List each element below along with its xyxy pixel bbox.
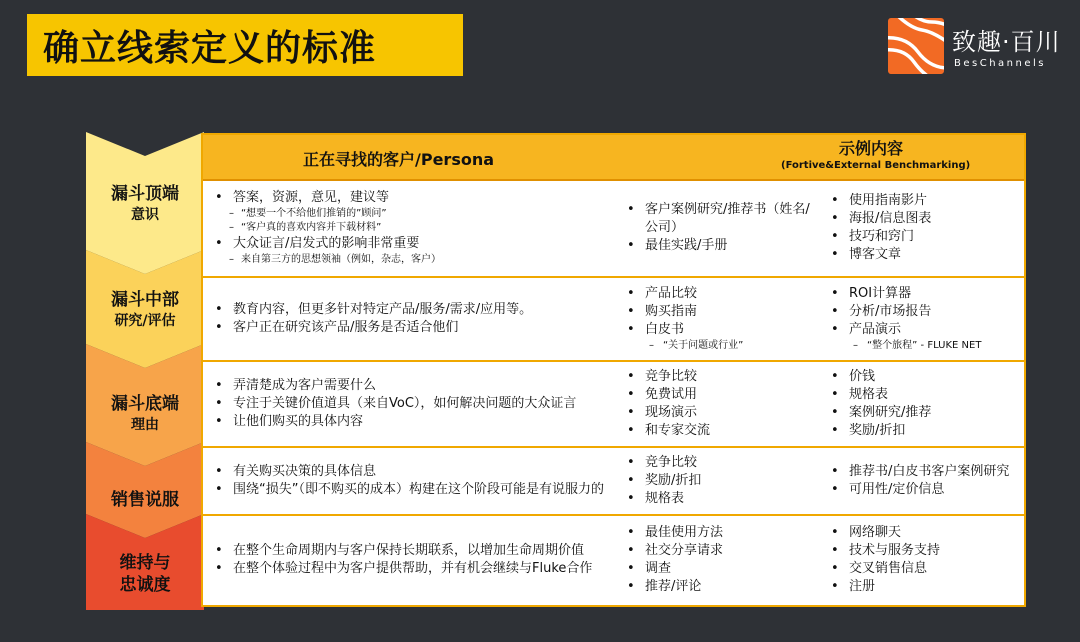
bullet-item: • 专注于关键价值道具（来自VoC），如何解决问题的大众证言 bbox=[211, 395, 611, 413]
persona-cell bbox=[211, 179, 611, 277]
bullet-item: • 规格表 bbox=[827, 386, 1022, 404]
logo-text-en: BesChannels bbox=[954, 58, 1046, 69]
funnel-arrow bbox=[86, 132, 200, 610]
example-content-cell bbox=[827, 179, 1022, 277]
bullet-item: • 推荐/评论 bbox=[623, 578, 813, 596]
header-persona: 正在寻找的客户/Persona bbox=[303, 150, 495, 169]
header-example-subtitle: (Fortive&External Benchmarking) bbox=[781, 160, 971, 171]
bullet-item: • 有关购买决策的具体信息 bbox=[211, 463, 611, 481]
bullet-item: • 产品演示 bbox=[827, 321, 1022, 339]
bullet-item: • 购买指南 bbox=[623, 303, 813, 321]
stage-subtitle: 意识 bbox=[131, 207, 159, 223]
bullet-item: • 博客文章 bbox=[827, 246, 1022, 264]
bullet-list bbox=[211, 463, 611, 499]
bullet-item: • 调查 bbox=[623, 560, 813, 578]
bullet-item: • 现场演示 bbox=[623, 404, 813, 422]
bullet-item: • 白皮书 bbox=[623, 321, 813, 339]
bullet-item: • 弄清楚成为客户需要什么 bbox=[211, 377, 611, 395]
persona-cell bbox=[211, 361, 611, 447]
brand-logo bbox=[886, 18, 1066, 78]
header-example-content bbox=[781, 139, 971, 173]
bullet-list bbox=[623, 368, 813, 440]
bullet-item: • ROI计算器 bbox=[827, 285, 1022, 303]
title-banner bbox=[27, 14, 463, 76]
bullet-list bbox=[211, 301, 611, 337]
example-content-cell bbox=[827, 361, 1022, 447]
bullet-item: • 客户案例研究/推荐书（姓名/公司） bbox=[623, 201, 813, 237]
bullet-item: • 使用指南影片 bbox=[827, 192, 1022, 210]
bullet-item: • 案例研究/推荐 bbox=[827, 404, 1022, 422]
persona-cell bbox=[211, 515, 611, 605]
bullet-item: • 海报/信息图表 bbox=[827, 210, 1022, 228]
table-row bbox=[203, 447, 1024, 515]
table-row bbox=[203, 179, 1024, 277]
page-title: 确立线索定义的标准 bbox=[43, 27, 377, 69]
bullet-item: • 网络聊天 bbox=[827, 524, 1022, 542]
stage-sales-persuasion bbox=[86, 472, 204, 528]
bullet-list bbox=[827, 524, 1022, 596]
stage-bottom-funnel bbox=[86, 376, 204, 452]
example-content-cell bbox=[827, 515, 1022, 605]
bullet-item: • 可用性/定价信息 bbox=[827, 481, 1022, 499]
example-content-cell bbox=[623, 179, 813, 277]
bullet-item: • 让他们购买的具体内容 bbox=[211, 413, 611, 431]
bullet-item: • 在整个生命周期内与客户保持长期联系，以增加生命周期价值 bbox=[211, 542, 611, 560]
example-content-cell bbox=[827, 447, 1022, 515]
bullet-item: • 教育内容，但更多针对特定产品/服务/需求/应用等。 bbox=[211, 301, 611, 319]
bullet-list bbox=[211, 189, 611, 267]
bullet-item: • 价钱 bbox=[827, 368, 1022, 386]
stage-subtitle: 研究/评估 bbox=[114, 313, 176, 329]
table-header bbox=[203, 135, 1024, 181]
bullet-list bbox=[211, 377, 611, 431]
bullet-item: • 分析/市场报告 bbox=[827, 303, 1022, 321]
bullet-item: • 技术与服务支持 bbox=[827, 542, 1022, 560]
stage-title-line2: 忠诚度 bbox=[119, 575, 171, 595]
table-row bbox=[203, 361, 1024, 447]
bullet-list bbox=[623, 454, 813, 508]
bullet-item: • 技巧和窍门 bbox=[827, 228, 1022, 246]
bullet-item: • 大众证言/启发式的影响非常重要 bbox=[211, 235, 611, 253]
bullet-item: • 客户正在研究该产品/服务是否适合他们 bbox=[211, 319, 611, 337]
bullet-item: • 免费试用 bbox=[623, 386, 813, 404]
bullet-item: • 在整个体验过程中为客户提供帮助，并有机会继续与Fluke合作 bbox=[211, 560, 611, 578]
stage-subtitle: 理由 bbox=[131, 417, 159, 433]
logo-text-cn: 致趣·百川 bbox=[952, 28, 1061, 56]
bullet-item: • 围绕“损失”（即不购买的成本）构建在这个阶段可能是有说服力的 bbox=[211, 481, 611, 499]
example-content-cell bbox=[623, 515, 813, 605]
bullet-item: • 交叉销售信息 bbox=[827, 560, 1022, 578]
criteria-table bbox=[201, 133, 1026, 607]
sub-bullet-item: – 来自第三方的思想领袖（例如，杂志，客户） bbox=[211, 253, 611, 267]
bullet-list bbox=[827, 192, 1022, 264]
bullet-item: • 规格表 bbox=[623, 490, 813, 508]
bullet-item: • 奖励/折扣 bbox=[827, 422, 1022, 440]
bullet-list bbox=[623, 285, 813, 353]
bullet-item: • 和专家交流 bbox=[623, 422, 813, 440]
example-content-cell bbox=[623, 277, 813, 361]
bullet-item: • 注册 bbox=[827, 578, 1022, 596]
bullet-item: • 竞争比较 bbox=[623, 368, 813, 386]
bullet-list bbox=[827, 285, 1022, 353]
bullet-item: • 产品比较 bbox=[623, 285, 813, 303]
stage-top-funnel bbox=[86, 168, 204, 240]
bullet-item: • 推荐书/白皮书客户案例研究 bbox=[827, 463, 1022, 481]
example-content-cell bbox=[623, 447, 813, 515]
header-example-title: 示例内容 bbox=[838, 139, 903, 158]
example-content-cell bbox=[827, 277, 1022, 361]
stage-title: 维持与 bbox=[119, 553, 171, 573]
example-content-cell bbox=[623, 361, 813, 447]
bullet-list bbox=[623, 201, 813, 255]
bullet-list bbox=[827, 368, 1022, 440]
bullet-item: • 奖励/折扣 bbox=[623, 472, 813, 490]
persona-cell bbox=[211, 447, 611, 515]
stage-title: 漏斗顶端 bbox=[111, 184, 179, 204]
stage-retention-loyalty bbox=[86, 544, 204, 604]
bullet-item: • 最佳实践/手册 bbox=[623, 237, 813, 255]
persona-cell bbox=[211, 277, 611, 361]
sub-bullet-item: – “整个旅程” - FLUKE NET bbox=[827, 339, 1022, 353]
logo-mark-icon bbox=[888, 18, 944, 74]
sub-bullet-item: – “想要一个不给他们推销的”顾问” bbox=[211, 207, 611, 221]
bullet-item: • 社交分享请求 bbox=[623, 542, 813, 560]
table-row bbox=[203, 277, 1024, 361]
bullet-item: • 答案，资源，意见，建议等 bbox=[211, 189, 611, 207]
bullet-list bbox=[827, 463, 1022, 499]
bullet-item: • 竞争比较 bbox=[623, 454, 813, 472]
table-row bbox=[203, 515, 1024, 605]
stage-title: 漏斗底端 bbox=[111, 394, 179, 414]
bullet-item: • 最佳使用方法 bbox=[623, 524, 813, 542]
sub-bullet-item: – “客户真的喜欢内容并下载材料” bbox=[211, 221, 611, 235]
stage-title: 销售说服 bbox=[111, 490, 179, 510]
bullet-list bbox=[211, 542, 611, 578]
sub-bullet-item: – “关于问题或行业” bbox=[623, 339, 813, 353]
stage-middle-funnel bbox=[86, 272, 204, 348]
bullet-list bbox=[623, 524, 813, 596]
stage-title: 漏斗中部 bbox=[111, 290, 179, 310]
